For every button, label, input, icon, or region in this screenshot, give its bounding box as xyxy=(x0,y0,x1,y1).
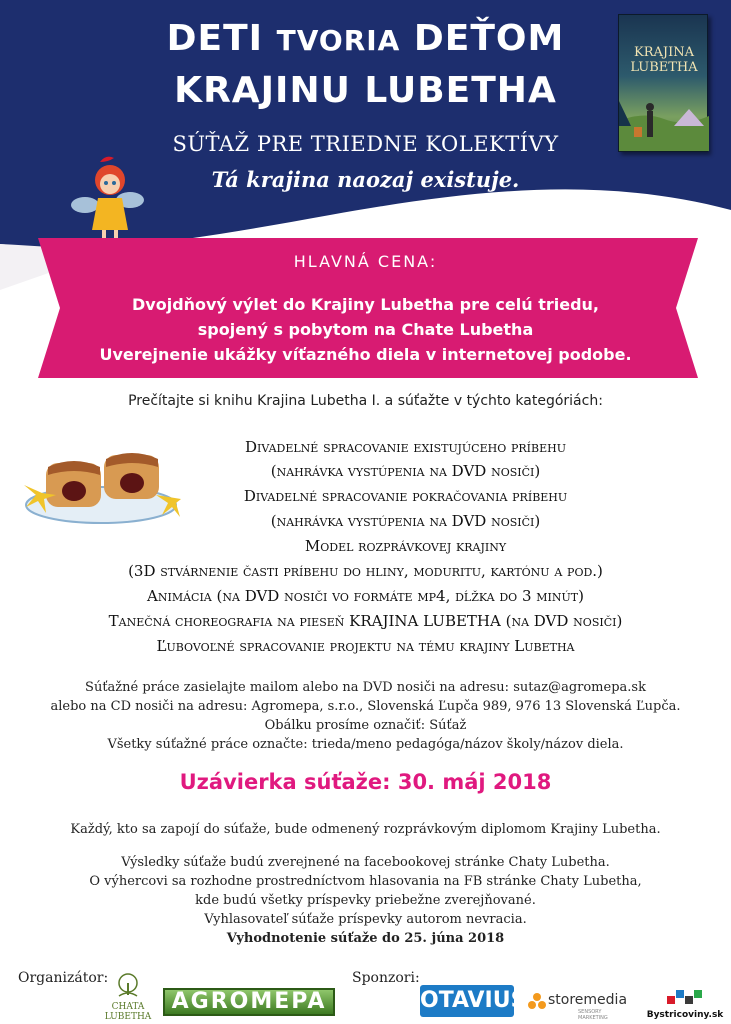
category-2: Divadelné spracovanie pokračovania príbehu xyxy=(243,487,568,505)
bystricoviny-icon xyxy=(667,990,703,1008)
main-title-line2: KRAJINU LUBETHA xyxy=(174,70,557,111)
diploma-text: Každý, kto sa zapojí do súťaže, bude odmenený rozprávkovým diplomom Krajiny Lubetha. xyxy=(70,822,661,837)
submission-line-4: Všetky súťažné práce označte: trieda/meno pedagóga/názov školy/názov diela. xyxy=(107,737,624,752)
chata-lubetha-logo xyxy=(98,972,158,1024)
prize-heading: HLAVNÁ CENA: xyxy=(293,252,438,271)
tree-icon xyxy=(113,972,143,998)
category-6: Ľubovoľné spracovanie projektu na tému krajiny Lubetha xyxy=(156,637,575,655)
category-3-note: (3D stvárnenie časti príbehu do hliny, moduritu, kartónu a pod.) xyxy=(128,562,603,580)
results-line-1: Výsledky súťaže budú zverejnené na facebookovej stránke Chaty Lubetha. xyxy=(121,855,610,870)
results-line-3: kde budú všetky príspevky priebežne zverejňované. xyxy=(195,893,536,908)
intro-text: Prečítajte si knihu Krajina Lubetha I. a súťažte v týchto kategóriách: xyxy=(128,393,603,409)
category-4: Animácia (na DVD nosiči vo formáte mp4, dĺžka do 3 minút) xyxy=(147,587,584,605)
prize-line-1: Dvojdňový výlet do Krajiny Lubetha pre celú triedu, xyxy=(132,295,599,314)
book-title-line1: KRAJINA xyxy=(634,45,694,60)
agromepa-logo: AGROMEPA xyxy=(163,988,335,1016)
book-title-line2: LUBETHA xyxy=(630,60,698,75)
category-3: Model rozprávkovej krajiny xyxy=(304,537,507,555)
chata-logo-line1: CHATA xyxy=(111,1002,145,1012)
title-word-detom: DEŤOM xyxy=(413,18,565,59)
storemedia-subtitle: SENSORY MARKETING xyxy=(578,1009,608,1021)
results-line-2: O výhercovi sa rozhodne prostredníctvom hlasovania na FB stránke Chaty Lubetha, xyxy=(89,874,642,889)
prize-line-3: Uverejnenie ukážky víťazného diela v internetovej podobe. xyxy=(99,345,632,364)
submission-line-1: Súťažné práce zasielajte mailom alebo na DVD nosiči na adresu: sutaz@agromepa.sk xyxy=(85,680,646,695)
otavius-logo: OTAVIUS xyxy=(420,985,514,1017)
book-title xyxy=(623,45,705,75)
organizer-label: Organizátor: xyxy=(18,970,109,986)
category-5: Tanečná choreografia na pieseň KRAJINA LUBETHA (na DVD nosiči) xyxy=(108,612,623,630)
storemedia-name: storemedia xyxy=(548,992,628,1008)
title-word-deti: DETI xyxy=(166,18,264,59)
book-cover-image xyxy=(618,14,708,152)
storemedia-logo xyxy=(528,992,628,1020)
deadline: Uzávierka súťaže: 30. máj 2018 xyxy=(179,770,552,794)
bystricoviny-name: Bystricoviny.sk xyxy=(646,1010,724,1020)
results-line-5: Vyhodnotenie súťaže do 25. júna 2018 xyxy=(226,931,505,946)
category-1-note: (nahrávka vystúpenia na DVD nosiči) xyxy=(270,462,541,480)
tagline: Tá krajina naozaj existuje. xyxy=(211,167,520,192)
submission-line-3: Obálku prosíme označiť: Súťaž xyxy=(264,718,467,733)
sponsors-label: Sponzori: xyxy=(352,970,420,986)
submission-line-2: alebo na CD nosiči na adresu: Agromepa, s.r.o., Slovenská Ľupča 989, 976 13 Slovenská Ľupča. xyxy=(50,699,681,714)
chata-logo-line2: LUBETHA xyxy=(104,1012,152,1022)
bystricoviny-logo xyxy=(645,990,725,1022)
category-2-note: (nahrávka vystúpenia na DVD nosiči) xyxy=(270,512,541,530)
book-illustration xyxy=(619,81,709,151)
title-word-tvoria: TVORIA xyxy=(276,24,401,57)
results-line-4: Vyhlasovateľ súťaže príspevky autorom nevracia. xyxy=(204,912,527,927)
storemedia-icon xyxy=(528,992,546,1010)
prize-line-2: spojený s pobytom na Chate Lubetha xyxy=(197,320,534,339)
category-1: Divadelné spracovanie existujúceho príbehu xyxy=(245,438,566,456)
subtitle: SÚŤAŽ PRE TRIEDNE KOLEKTÍVY xyxy=(172,132,559,156)
